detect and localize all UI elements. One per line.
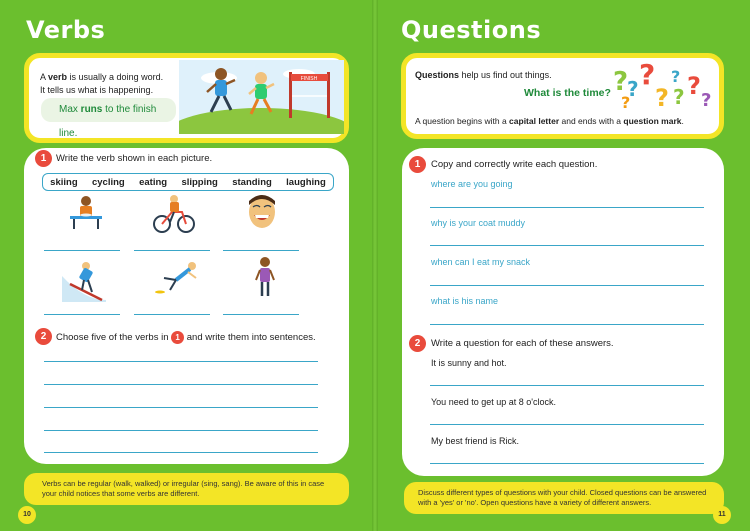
answer-line[interactable] <box>430 245 704 246</box>
question-prompt: what is his name <box>431 296 499 306</box>
question-line[interactable] <box>430 385 704 386</box>
svg-text:?: ? <box>671 67 681 86</box>
laughing-picture <box>244 193 280 231</box>
questions-exercise-card <box>402 148 724 476</box>
svg-text:?: ? <box>639 60 656 91</box>
skiing-picture <box>62 256 106 302</box>
question-line[interactable] <box>430 463 704 464</box>
question-example: What is the time? <box>524 87 611 99</box>
page-number: 11 <box>713 506 731 524</box>
svg-text:?: ? <box>655 84 669 110</box>
task2-instruction: Write a question for each of these answers. <box>431 338 614 349</box>
parent-note-verbs: Verbs can be regular (walk, walked) or irregular (sing, sang). Be aware of this in case your child notices that some verbs are different. <box>24 473 349 505</box>
page-title-questions: Questions <box>401 16 542 44</box>
question-prompt: when can I eat my snack <box>431 257 531 267</box>
questions-definition: Questions help us find out things. <box>415 70 552 80</box>
svg-text:?: ? <box>613 67 629 97</box>
svg-text:?: ? <box>621 93 631 110</box>
question-prompt: where are you going <box>431 179 513 189</box>
task-number-badge: 2 <box>409 335 426 352</box>
task1-instruction: Write the verb shown in each picture. <box>56 153 213 164</box>
word-bank-item: skiing <box>50 176 78 188</box>
sentence-line[interactable] <box>44 407 318 408</box>
answer-line[interactable] <box>44 250 120 251</box>
svg-text:?: ? <box>687 72 701 100</box>
task-reference-badge: 1 <box>171 331 184 344</box>
eating-picture <box>66 193 106 233</box>
answer-line[interactable] <box>134 314 210 315</box>
verbs-intro-box <box>24 53 349 143</box>
word-bank-item: slipping <box>181 176 218 188</box>
question-line[interactable] <box>430 424 704 425</box>
answer-line[interactable] <box>223 250 299 251</box>
question-prompt: why is your coat muddy <box>431 218 526 228</box>
answer-line[interactable] <box>430 207 704 208</box>
page-title-verbs: Verbs <box>26 16 106 44</box>
running-illustration <box>179 60 344 134</box>
verb-word-bank <box>42 173 334 191</box>
sentence-line[interactable] <box>44 430 318 431</box>
answer-prompt: You need to get up at 8 o'clock. <box>431 397 556 407</box>
sentence-line[interactable] <box>44 361 318 362</box>
sentence-line[interactable] <box>44 452 318 453</box>
word-bank-item: cycling <box>91 176 125 188</box>
task-number-badge: 2 <box>35 328 52 345</box>
task-number-badge: 1 <box>35 150 52 167</box>
verb-definition: A verb is usually a doing word. <box>40 72 164 82</box>
task2-instruction: Choose five of the verbs in 1 and write them into sentences. <box>56 332 316 344</box>
answer-line[interactable] <box>430 324 704 325</box>
word-bank-item: standing <box>232 176 272 188</box>
parent-note-questions: Discuss different types of questions with your child. Closed questions can be answered with a 'yes' or 'no'. Open questions have a variety of different answers. <box>404 482 724 514</box>
answer-line[interactable] <box>134 250 210 251</box>
standing-picture <box>252 256 278 300</box>
answer-line[interactable] <box>430 285 704 286</box>
verb-explanation: It tells us what is happening. <box>40 85 154 95</box>
questions-intro-box <box>401 53 724 139</box>
answer-line[interactable] <box>44 314 120 315</box>
verb-example: Max runs to the finish line. <box>41 98 176 122</box>
finish-banner-text: FINISH <box>300 76 318 82</box>
question-marks-illustration <box>611 60 716 110</box>
answer-prompt: My best friend is Rick. <box>431 436 520 446</box>
task-number-badge: 1 <box>409 156 426 173</box>
task1-instruction: Copy and correctly write each question. <box>431 159 598 170</box>
page-number: 10 <box>18 506 36 524</box>
word-bank-item: laughing <box>286 176 326 188</box>
page-gutter <box>372 0 378 531</box>
svg-text:?: ? <box>627 77 639 101</box>
slipping-picture <box>154 260 200 296</box>
cycling-picture <box>152 192 196 234</box>
svg-text:?: ? <box>701 90 712 110</box>
word-bank-item: eating <box>139 176 168 188</box>
answer-line[interactable] <box>223 314 299 315</box>
question-rule: A question begins with a capital letter and ends with a question mark. <box>415 116 684 126</box>
sentence-line[interactable] <box>44 384 318 385</box>
answer-prompt: It is sunny and hot. <box>431 358 507 368</box>
svg-text:?: ? <box>673 85 685 109</box>
